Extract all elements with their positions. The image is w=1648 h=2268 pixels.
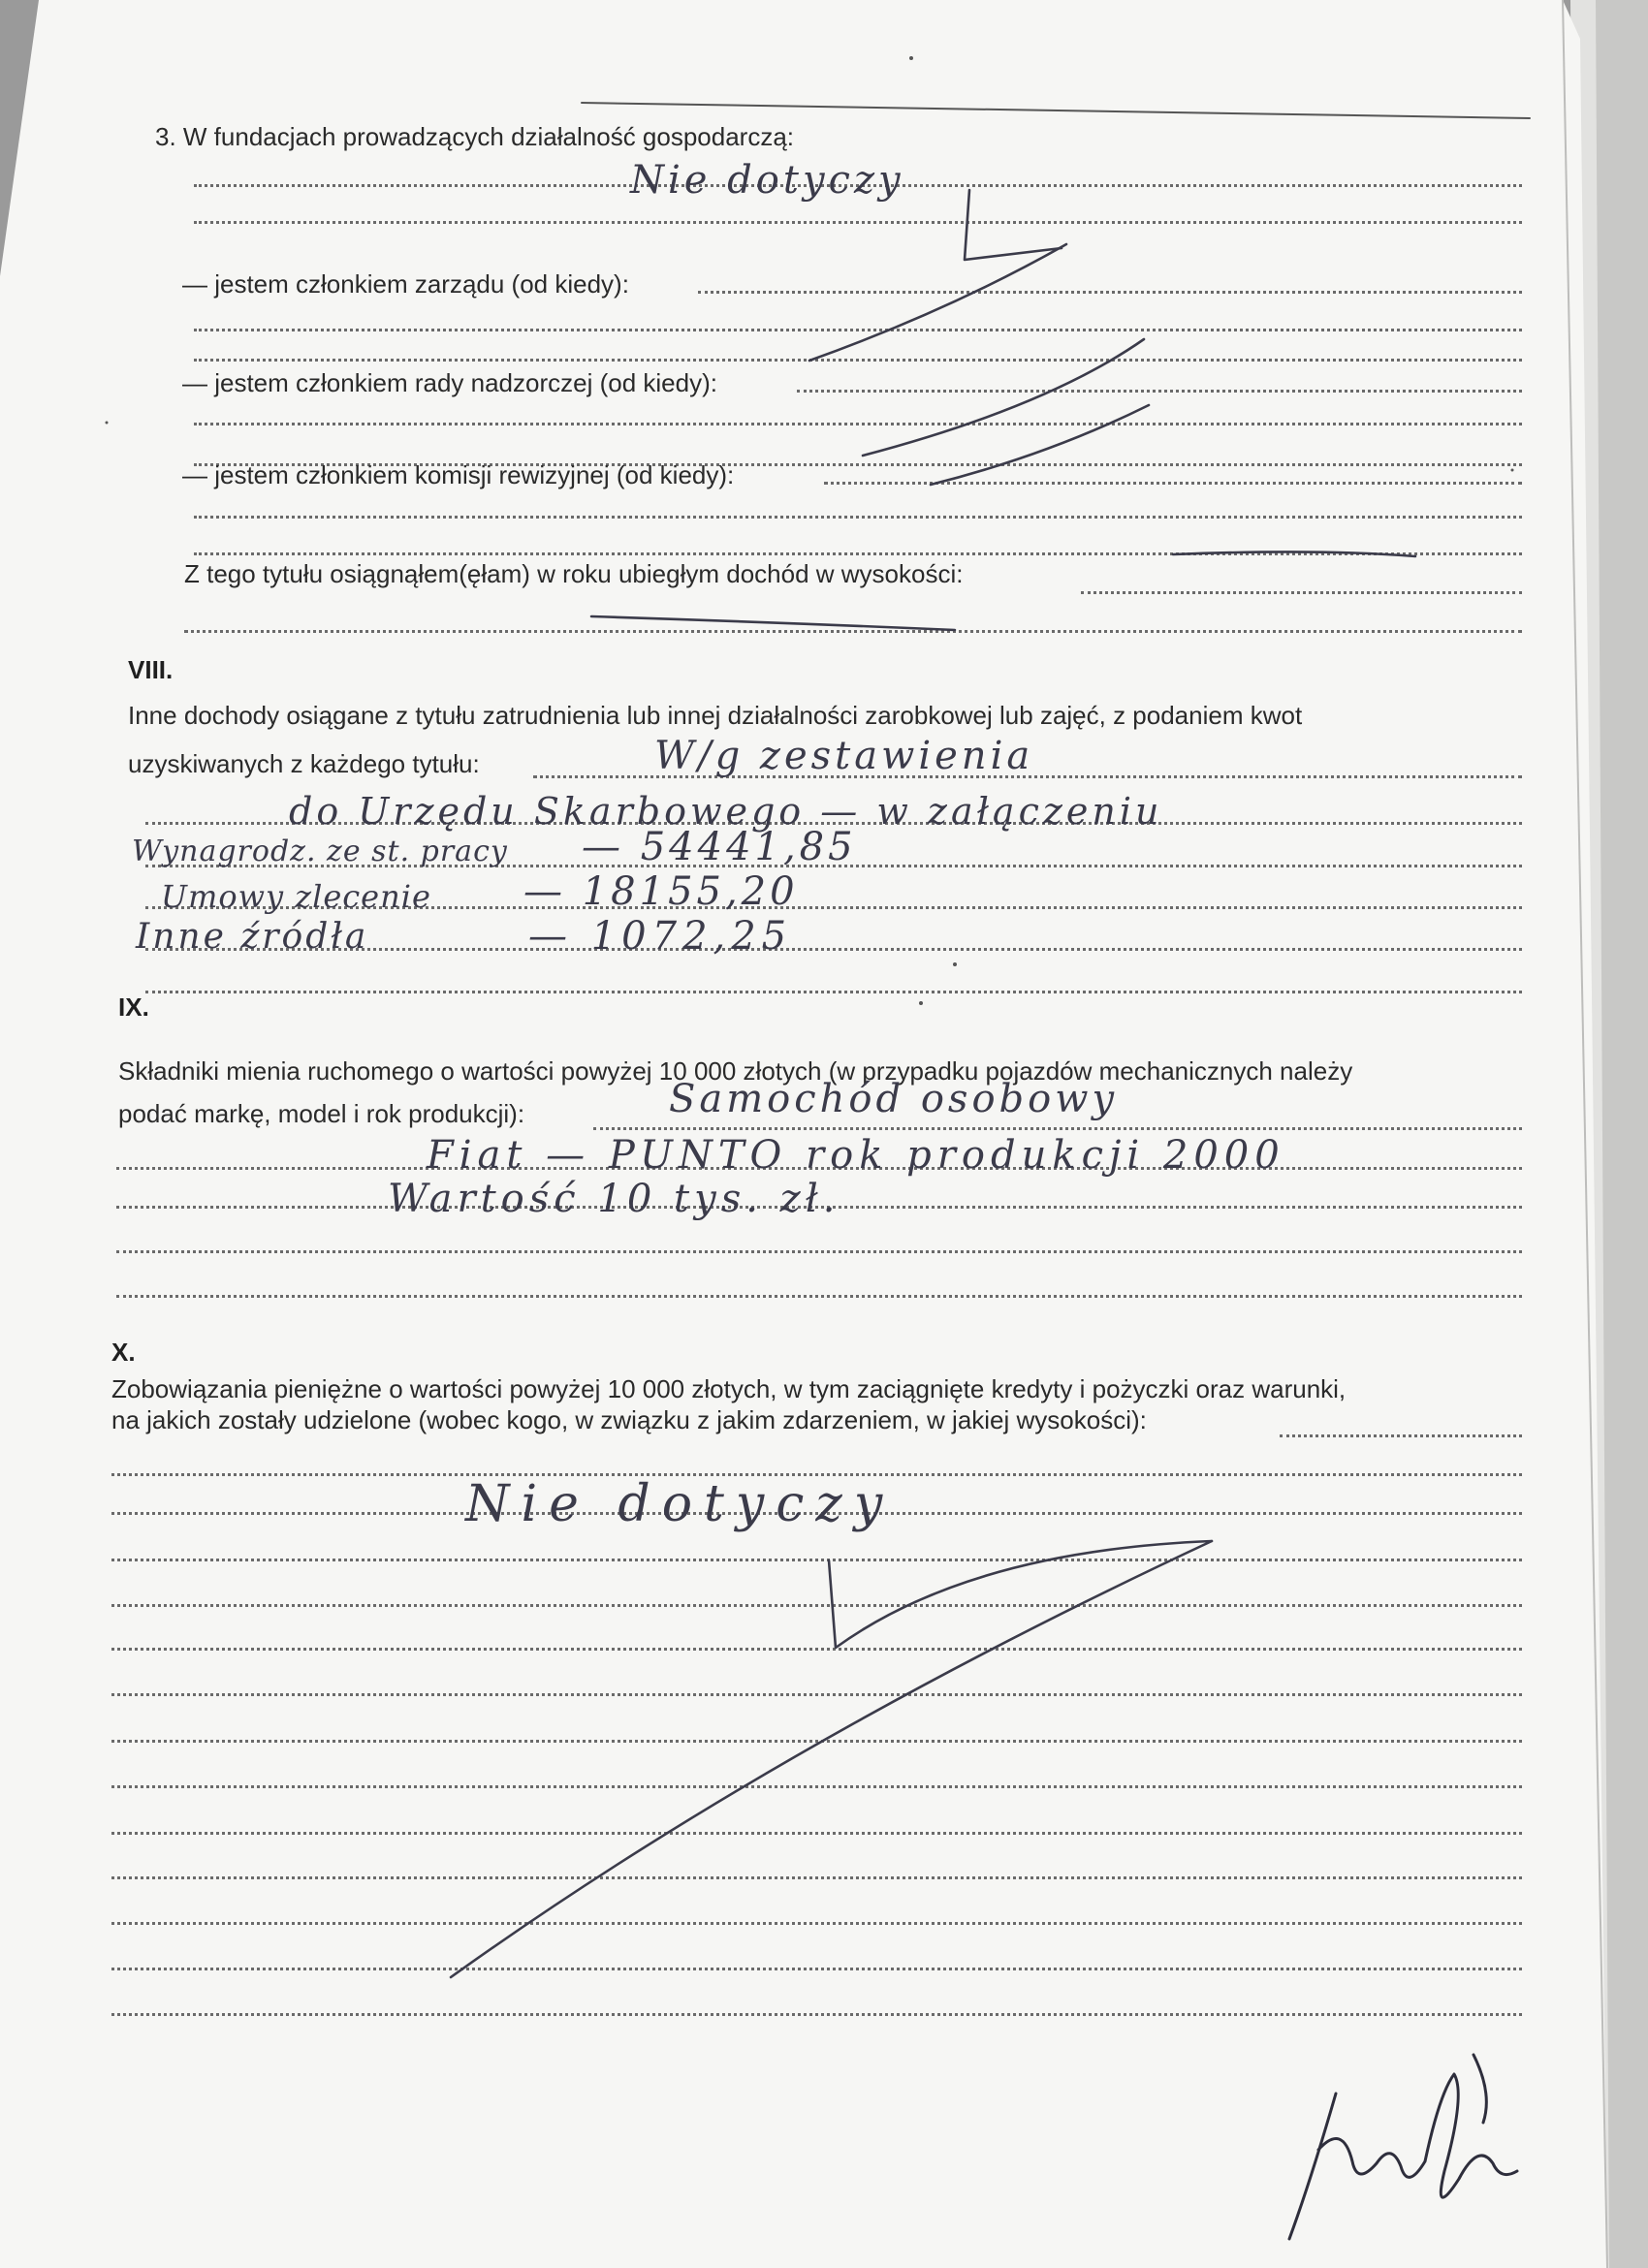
- hw-contracts-label: Umowy zlecenie: [161, 878, 431, 915]
- hw-tax-office-attached: do Urzędu Skarbowego — w załączeniu: [289, 790, 1163, 833]
- hw-car-value: Wartość 10 tys. zł.: [388, 1177, 840, 1221]
- liabilities-question-line1: Zobowiązania pieniężne o wartości powyżej 10 000 złotych, w tym zaciągnięte kredyty i pożyczki oraz warunki,: [111, 1374, 1347, 1403]
- section-x-heading: X.: [111, 1338, 136, 1367]
- hw-income-statement-ref: W/g zestawienia: [654, 734, 1034, 778]
- hw-salary-value: — 54441,85: [582, 825, 857, 869]
- section-ix-heading: IX.: [118, 992, 149, 1022]
- movable-assets-question-line2: podać markę, model i rok produkcji):: [118, 1099, 525, 1128]
- hw-other-sources-value: — 1072,25: [528, 914, 793, 959]
- hw-salary-label: Wynagrodz. ze st. pracy: [132, 835, 508, 868]
- hw-not-applicable-liabilities: Nie dotyczy: [465, 1475, 895, 1533]
- movable-assets-question-line1: Składniki mienia ruchomego o wartości powyżej 10 000 złotych (w przypadku pojazdów mechanicznych należy: [118, 1056, 1353, 1086]
- liabilities-question-line2: na jakich zostały udzielone (wobec kogo, w związku z jakim zdarzeniem, w jakiej wysokości):: [111, 1405, 1147, 1434]
- board-member-label: — jestem członkiem zarządu (od kiedy):: [182, 269, 629, 299]
- hw-contracts-value: — 18155,20: [523, 869, 799, 914]
- signature-text: [1289, 2220, 1459, 2262]
- hw-passenger-car: Samochód osobowy: [669, 1077, 1119, 1121]
- hw-other-sources-label: Inne źródła: [136, 917, 369, 957]
- hw-not-applicable-foundations: Nie dotyczy: [630, 158, 904, 203]
- hw-car-model-year: Fiat — PUNTO rok produkcji 2000: [427, 1133, 1285, 1178]
- income-from-title-label: Z tego tytułu osiągnąłem(ęłam) w roku ubiegłym dochód w wysokości:: [184, 559, 964, 588]
- supervisory-board-label: — jestem członkiem rady nadzorczej (od kiedy):: [182, 368, 717, 397]
- other-income-question-line1: Inne dochody osiągane z tytułu zatrudnienia lub innej działalności zarobkowej lub zajęć, z podaniem kwot: [128, 701, 1303, 730]
- section-viii-heading: VIII.: [128, 655, 174, 684]
- other-income-question-line2: uzyskiwanych z każdego tytułu:: [128, 749, 480, 778]
- audit-committee-label: — jestem członkiem komisji rewizyjnej (od kiedy):: [182, 460, 735, 489]
- foundations-question: 3. W fundacjach prowadzących działalność gospodarczą:: [155, 122, 795, 151]
